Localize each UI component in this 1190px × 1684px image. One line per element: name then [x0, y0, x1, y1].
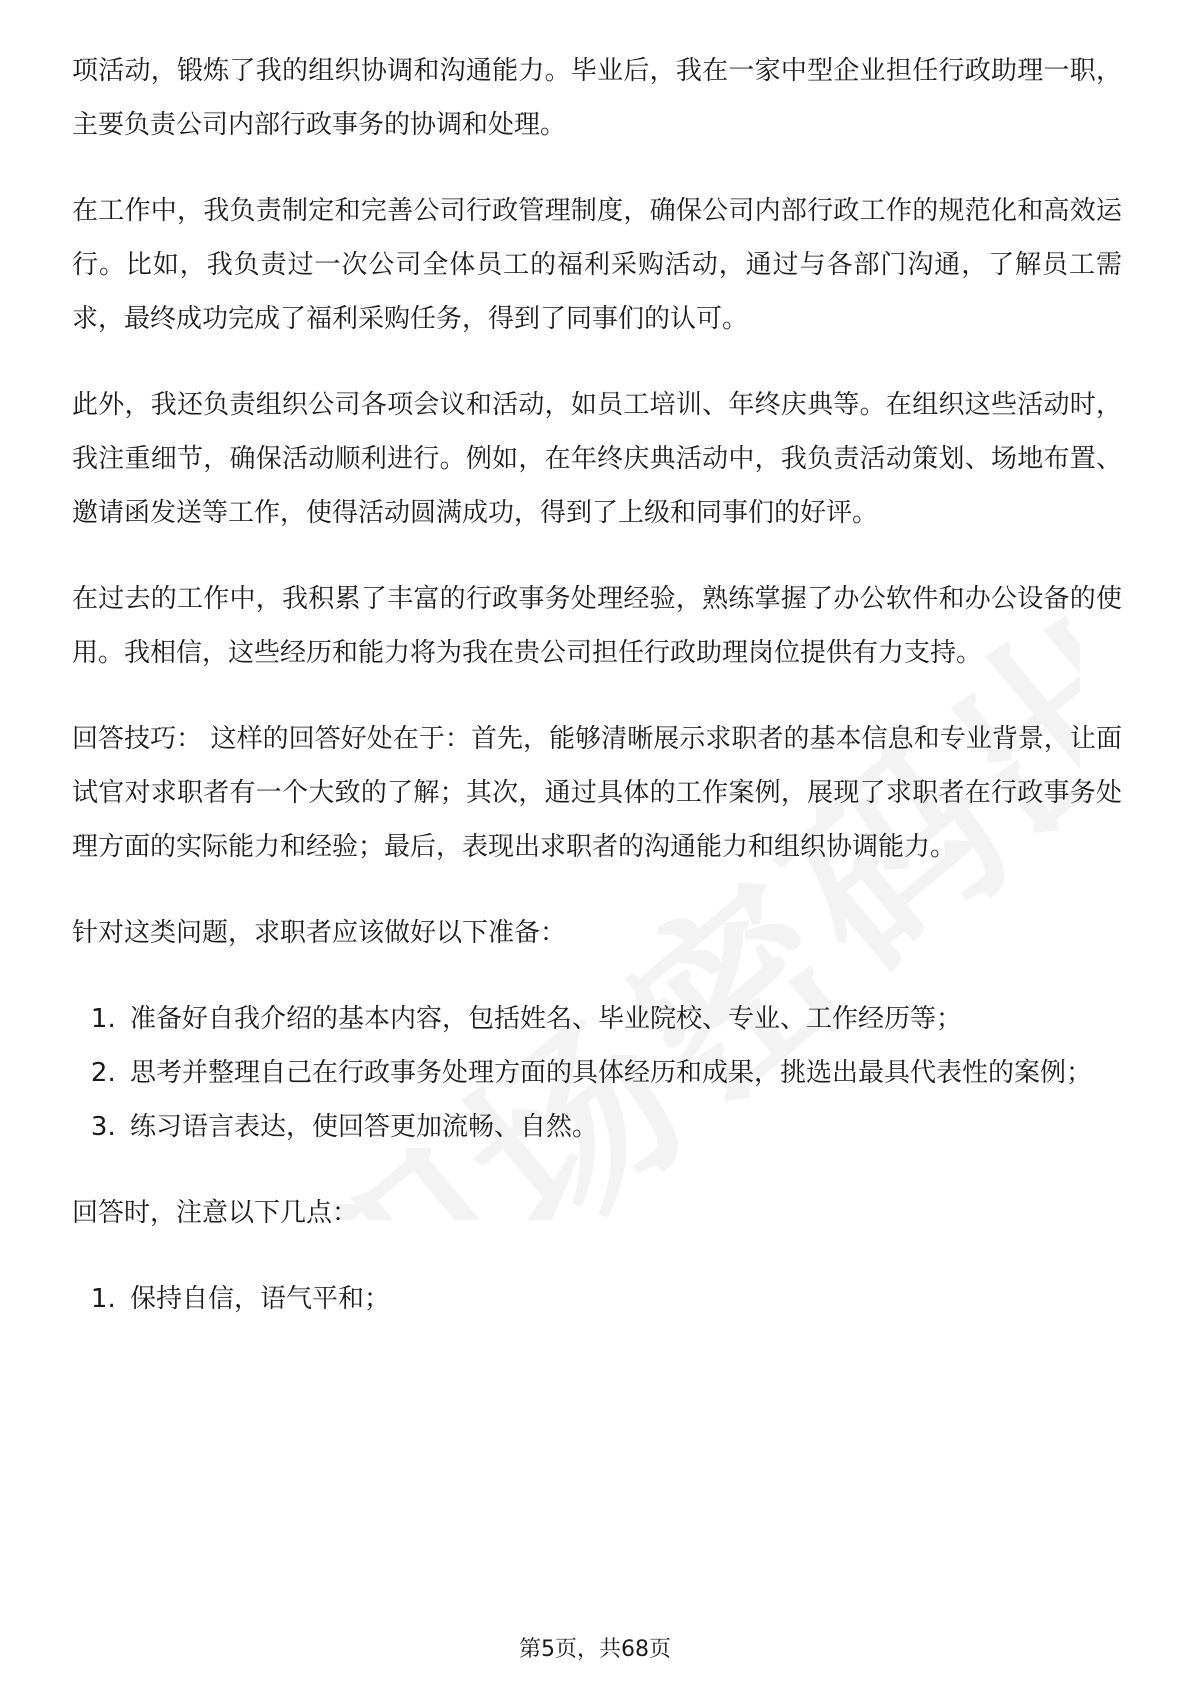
paragraph-1: 项活动，锻炼了我的组织协调和沟通能力。毕业后，我在一家中型企业担任行政助理一职，主要负责公司内部行政事务的协调和处理。 [72, 56, 1122, 140]
paragraph-4: 在过去的工作中，我积累了丰富的行政事务处理经验，熟练掌握了办公软件和办公设备的使用。我相信，这些经历和能力将为我在贵公司担任行政助理岗位提供有力支持。 [72, 584, 1122, 668]
list-item: 2. 思考并整理自己在行政事务处理方面的具体经历和成果，挑选出最具代表性的案例； [124, 1046, 1122, 1100]
answer-notes-list [72, 1272, 1122, 1326]
preparation-intro: 针对这类问题，求职者应该做好以下准备： [72, 918, 567, 948]
paragraph-3: 此外，我还负责组织公司各项会议和活动，如员工培训、年终庆典等。在组织这些活动时，我注重细节，确保活动顺利进行。例如，在年终庆典活动中，我负责活动策划、场地布置、邀请函发送等工作，使得活动圆满成功，得到了上级和同事们的好评。 [72, 390, 1122, 528]
list-item: 1. 保持自信，语气平和； [124, 1272, 1122, 1326]
answer-notes-intro: 回答时，注意以下几点： [72, 1198, 359, 1228]
document-body [72, 44, 1122, 1358]
list-item: 1. 准备好自我介绍的基本内容，包括姓名、毕业院校、专业、工作经历等； [124, 992, 1122, 1046]
preparation-list [72, 992, 1122, 1154]
paragraph-2: 在工作中，我负责制定和完善公司行政管理制度，确保公司内部行政工作的规范化和高效运行。比如，我负责过一次公司全体员工的福利采购活动，通过与各部门沟通，了解员工需求，最终成功完成了福利采购任务，得到了同事们的认可。 [72, 196, 1122, 334]
answer-tips-paragraph: 回答技巧： 这样的回答好处在于：首先，能够清晰展示求职者的基本信息和专业背景，让面试官对求职者有一个大致的了解；其次，通过具体的工作案例，展现了求职者在行政事务处理方面的实际能力和经验；最后，表现出求职者的沟通能力和组织协调能力。 [72, 724, 1122, 862]
page-number: 第5页，共68页 [519, 1637, 671, 1662]
list-item: 3. 练习语言表达，使回答更加流畅、自然。 [124, 1100, 1122, 1154]
